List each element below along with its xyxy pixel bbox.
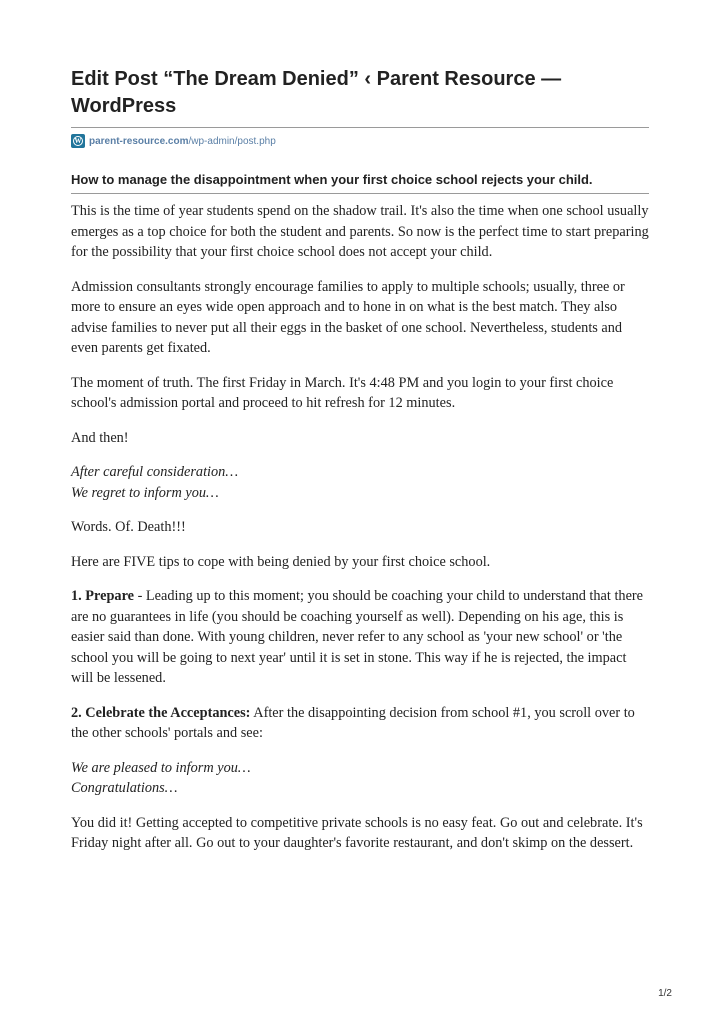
page-number: 1/2: [658, 988, 672, 999]
paragraph: Words. Of. Death!!!: [71, 519, 186, 535]
tip-1: [71, 586, 649, 689]
acceptance-quote: [71, 758, 649, 799]
wordpress-icon: W: [71, 134, 85, 148]
paragraph: Admission consultants strongly encourage families to apply to multiple schools; usually, three or more to ensure an eyes wide open approach and to hone in on what is the best match. They also advise families to never put all their eggs in the basket of one school. Nevertheless, students and even parents get fixated.: [71, 278, 625, 356]
url-bar: [71, 127, 649, 150]
quote-line: After careful consideration…: [71, 464, 239, 480]
post-title: How to manage the disappointment when your first choice school rejects your child.: [71, 172, 593, 187]
rejection-quote: [71, 462, 649, 503]
url-host[interactable]: parent-resource.com: [89, 135, 189, 147]
paragraph: Here are FIVE tips to cope with being denied by your first choice school.: [71, 553, 491, 570]
paragraph: The moment of truth. The first Friday in March. It's 4:48 PM and you login to your first choice school's admission portal and proceed to hit refresh for 12 minutes.: [71, 374, 614, 411]
post-body: [71, 201, 649, 854]
paragraph: And then!: [71, 429, 129, 446]
document-title: Edit Post “The Dream Denied” ‹ Parent Resource — WordPress: [71, 68, 562, 117]
quote-line: We regret to inform you…: [71, 484, 219, 501]
paragraph: You did it! Getting accepted to competitive private schools is no easy feat. Go out and celebrate. It's Friday night after all. Go out to your daughter's favorite restaurant, and don't skimp on the dessert.: [71, 814, 643, 851]
tip-text: - Leading up to this moment; you should be coaching your child to understand that there are no guarantees in life (you should be coaching yourself as well). Depending on his age, this is easier said than done. With young children, never refer to any school as 'your new school' or 'the school you will be going to next year' until it is set in stone. This way if he is rejected, the impact will be lessened.: [71, 588, 644, 686]
page-url[interactable]: [89, 136, 276, 147]
divider: [71, 193, 649, 194]
tip-text: After the disappointing decision from school #1, you scroll over to the other schools' portals and see:: [71, 704, 635, 741]
quote-line: We are pleased to inform you…: [71, 759, 251, 776]
tip-label: 1. Prepare: [71, 588, 134, 604]
tip-2: [71, 703, 649, 744]
url-path[interactable]: /wp-admin/post.php: [188, 135, 276, 147]
quote-line: Congratulations…: [71, 780, 178, 796]
tip-label: 2. Celebrate the Acceptances:: [71, 704, 251, 721]
paragraph: This is the time of year students spend on the shadow trail. It's also the time when one school usually emerges as a top choice for both the student and parents. So now is the perfect time to start preparing for the possibility that your first choice school does not accept your child.: [71, 203, 649, 260]
document-page: [71, 66, 649, 854]
